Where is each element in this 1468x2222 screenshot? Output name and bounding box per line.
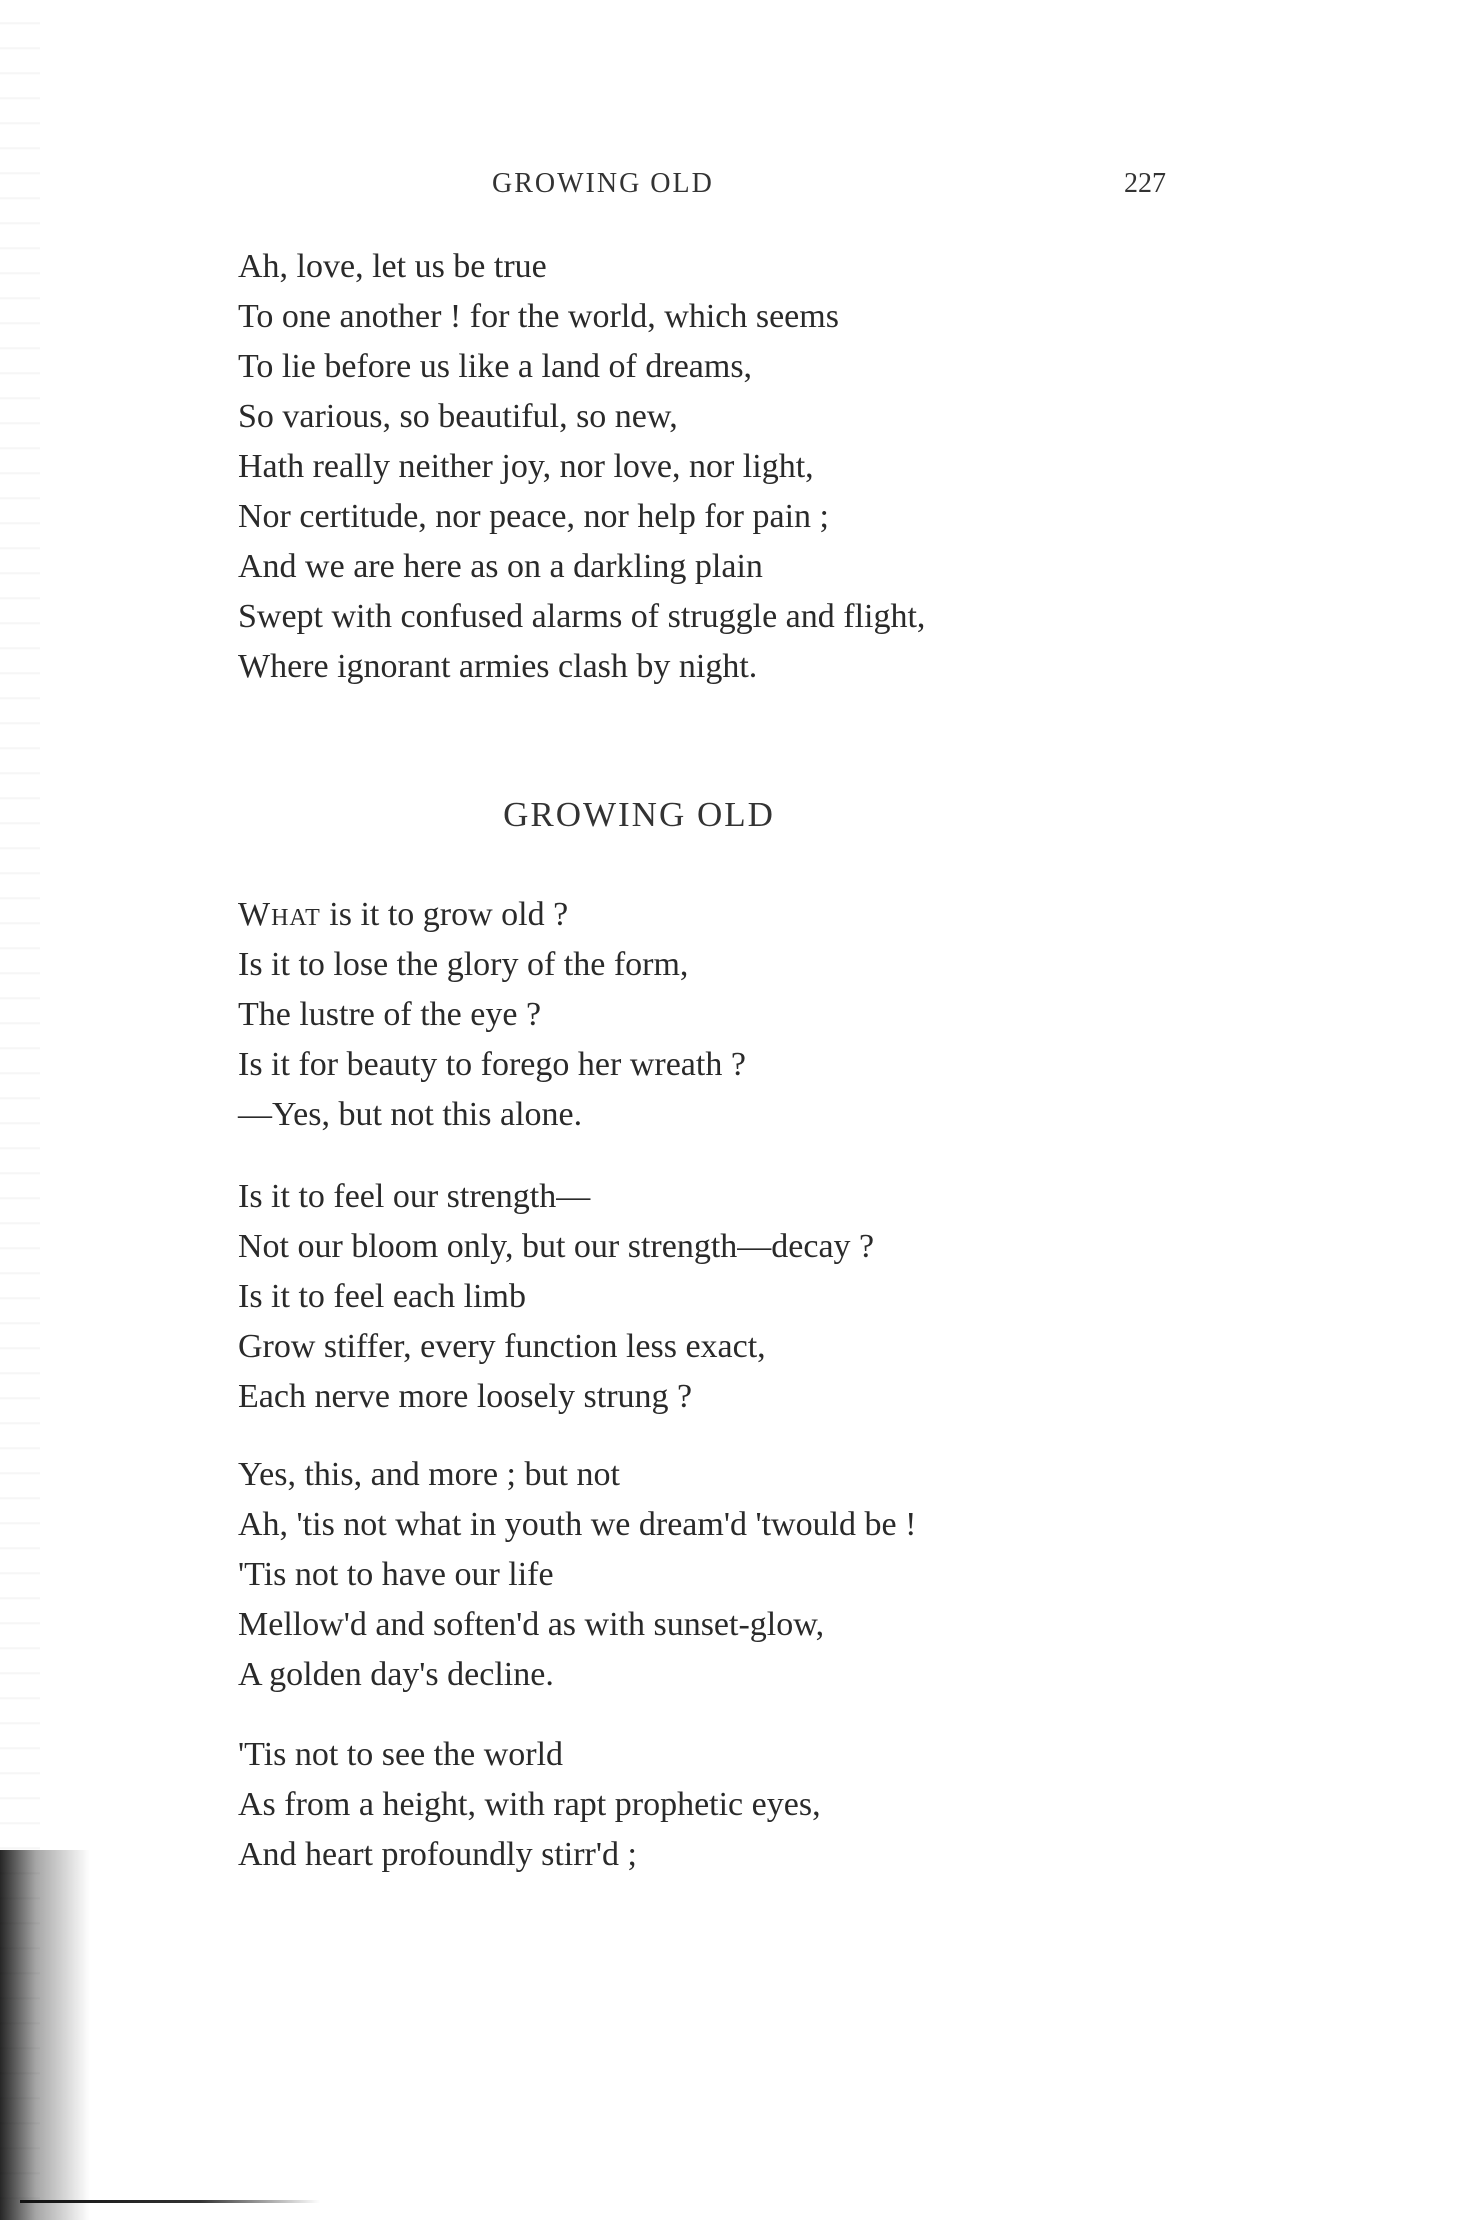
verse-line: Ah, love, let us be true [238, 248, 547, 285]
page-edge-shadow [0, 1850, 120, 2220]
verse-line: And we are here as on a darkling plain [238, 548, 763, 585]
verse-line: —Yes, but not this alone. [238, 1096, 583, 1133]
verse-line: Yes, this, and more ; but not [238, 1456, 620, 1493]
verse-line: Nor certitude, nor peace, nor help for pain ; [238, 498, 829, 535]
verse-line: Is it to lose the glory of the form, [238, 946, 689, 983]
verse-line: And heart profoundly stirr'd ; [238, 1836, 637, 1873]
poem-stanza-4 [238, 1730, 821, 1880]
verse-line: Swept with confused alarms of struggle and flight, [238, 598, 926, 635]
running-head [0, 168, 1468, 208]
poem-stanza-3 [238, 1450, 916, 1700]
poem-stanza-1 [238, 890, 746, 1140]
verse-line: Where ignorant armies clash by night. [238, 648, 758, 685]
verse-line: A golden day's decline. [238, 1656, 554, 1693]
verse-line: Ah, 'tis not what in youth we dream'd 'twould be ! [238, 1506, 917, 1543]
verse-line: So various, so beautiful, so new, [238, 398, 678, 435]
verse-line: Grow stiffer, every function less exact, [238, 1328, 766, 1365]
poem-stanza-2 [238, 1172, 874, 1422]
verse-line-first [238, 890, 746, 940]
verse-line: Is it to feel our strength— [238, 1178, 591, 1215]
verse-line: 'Tis not to see the world [238, 1736, 564, 1773]
poem-title: GROWING OLD [503, 795, 775, 834]
verse-line: Each nerve more loosely strung ? [238, 1378, 693, 1415]
verse-line: 'Tis not to have our life [238, 1556, 554, 1593]
page-edge-line [20, 2200, 320, 2203]
verse-line: The lustre of the eye ? [238, 996, 542, 1033]
verse-line: Hath really neither joy, nor love, nor light, [238, 448, 814, 485]
previous-poem-stanza [238, 242, 925, 692]
first-word: What [238, 896, 321, 933]
verse-line: Mellow'd and soften'd as with sunset-glow, [238, 1606, 825, 1643]
verse-line: Is it for beauty to forego her wreath ? [238, 1046, 746, 1083]
running-title: GROWING OLD [492, 168, 714, 199]
verse-line: Is it to feel each limb [238, 1278, 526, 1315]
verse-line: As from a height, with rapt prophetic eyes, [238, 1786, 821, 1823]
page-number: 227 [1124, 168, 1166, 199]
verse-line: To one another ! for the world, which seems [238, 298, 839, 335]
first-line-rest: is it to grow old ? [320, 896, 569, 933]
verse-line: To lie before us like a land of dreams, [238, 348, 753, 385]
verse-line: Not our bloom only, but our strength—decay ? [238, 1228, 875, 1265]
